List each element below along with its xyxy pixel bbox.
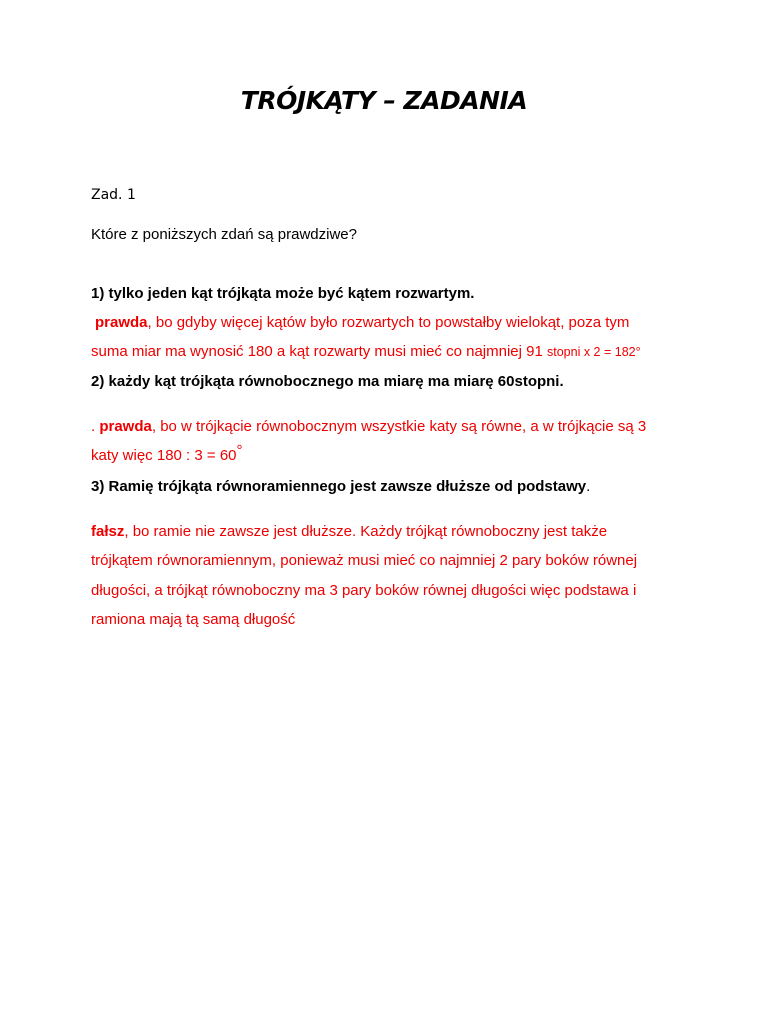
statement-1: 1) tylko jeden kąt trójkąta może być kątem rozwartym. <box>91 285 475 302</box>
task-label: Zad. 1 <box>91 187 136 203</box>
answer-3-line-3: długości, a trójkąt równoboczny ma 3 pary boków równej długości więc podstawa i <box>91 582 637 599</box>
answer-2-line-1 <box>91 418 646 436</box>
statement-3-text: 3) Ramię trójkąta równoramiennego jest zawsze dłuższe od podstawy <box>91 478 587 495</box>
answer-1-verdict: prawda <box>95 314 148 331</box>
answer-1-line-1 <box>95 314 629 332</box>
answer-2-line-2 <box>91 442 243 465</box>
answer-1-line-2 <box>91 343 641 361</box>
statement-3 <box>91 478 590 496</box>
answer-3-line-1 <box>91 523 607 541</box>
answer-2-verdict: prawda <box>99 418 152 435</box>
answer-1-calc: stopni x 2 = 182° <box>547 345 641 359</box>
page-title: TRÓJKĄTY – ZADANIA <box>240 86 528 115</box>
question-text: Które z poniższych zdań są prawdziwe? <box>91 226 357 243</box>
answer-3-verdict: fałsz <box>91 523 125 540</box>
answer-1-text: , bo gdyby więcej kątów było rozwartych to powstałby wielokąt, poza tym <box>147 314 630 331</box>
answer-2-text-2: katy więc 180 : 3 = 60 <box>91 447 237 464</box>
statement-3-end: . <box>586 478 591 495</box>
statement-2: 2) każdy kąt trójkąta równobocznego ma miarę ma miarę 60stopni. <box>91 373 564 390</box>
answer-3-line-4: ramiona mają tą samą długość <box>91 611 296 628</box>
answer-3-line-2: trójkątem równoramiennym, ponieważ musi mieć co najmniej 2 pary boków równej <box>91 552 638 569</box>
answer-2-degree: ° <box>236 442 243 459</box>
answer-1-text-2: suma miar ma wynosić 180 a kąt rozwarty musi mieć co najmniej 91 <box>91 343 547 360</box>
answer-2-prefix: . <box>91 418 100 435</box>
answer-2-text: , bo w trójkącie równobocznym wszystkie katy są równe, a w trójkącie są 3 <box>151 418 647 435</box>
answer-3-text: , bo ramie nie zawsze jest dłuższe. Każdy trójkąt równoboczny jest także <box>124 523 608 540</box>
